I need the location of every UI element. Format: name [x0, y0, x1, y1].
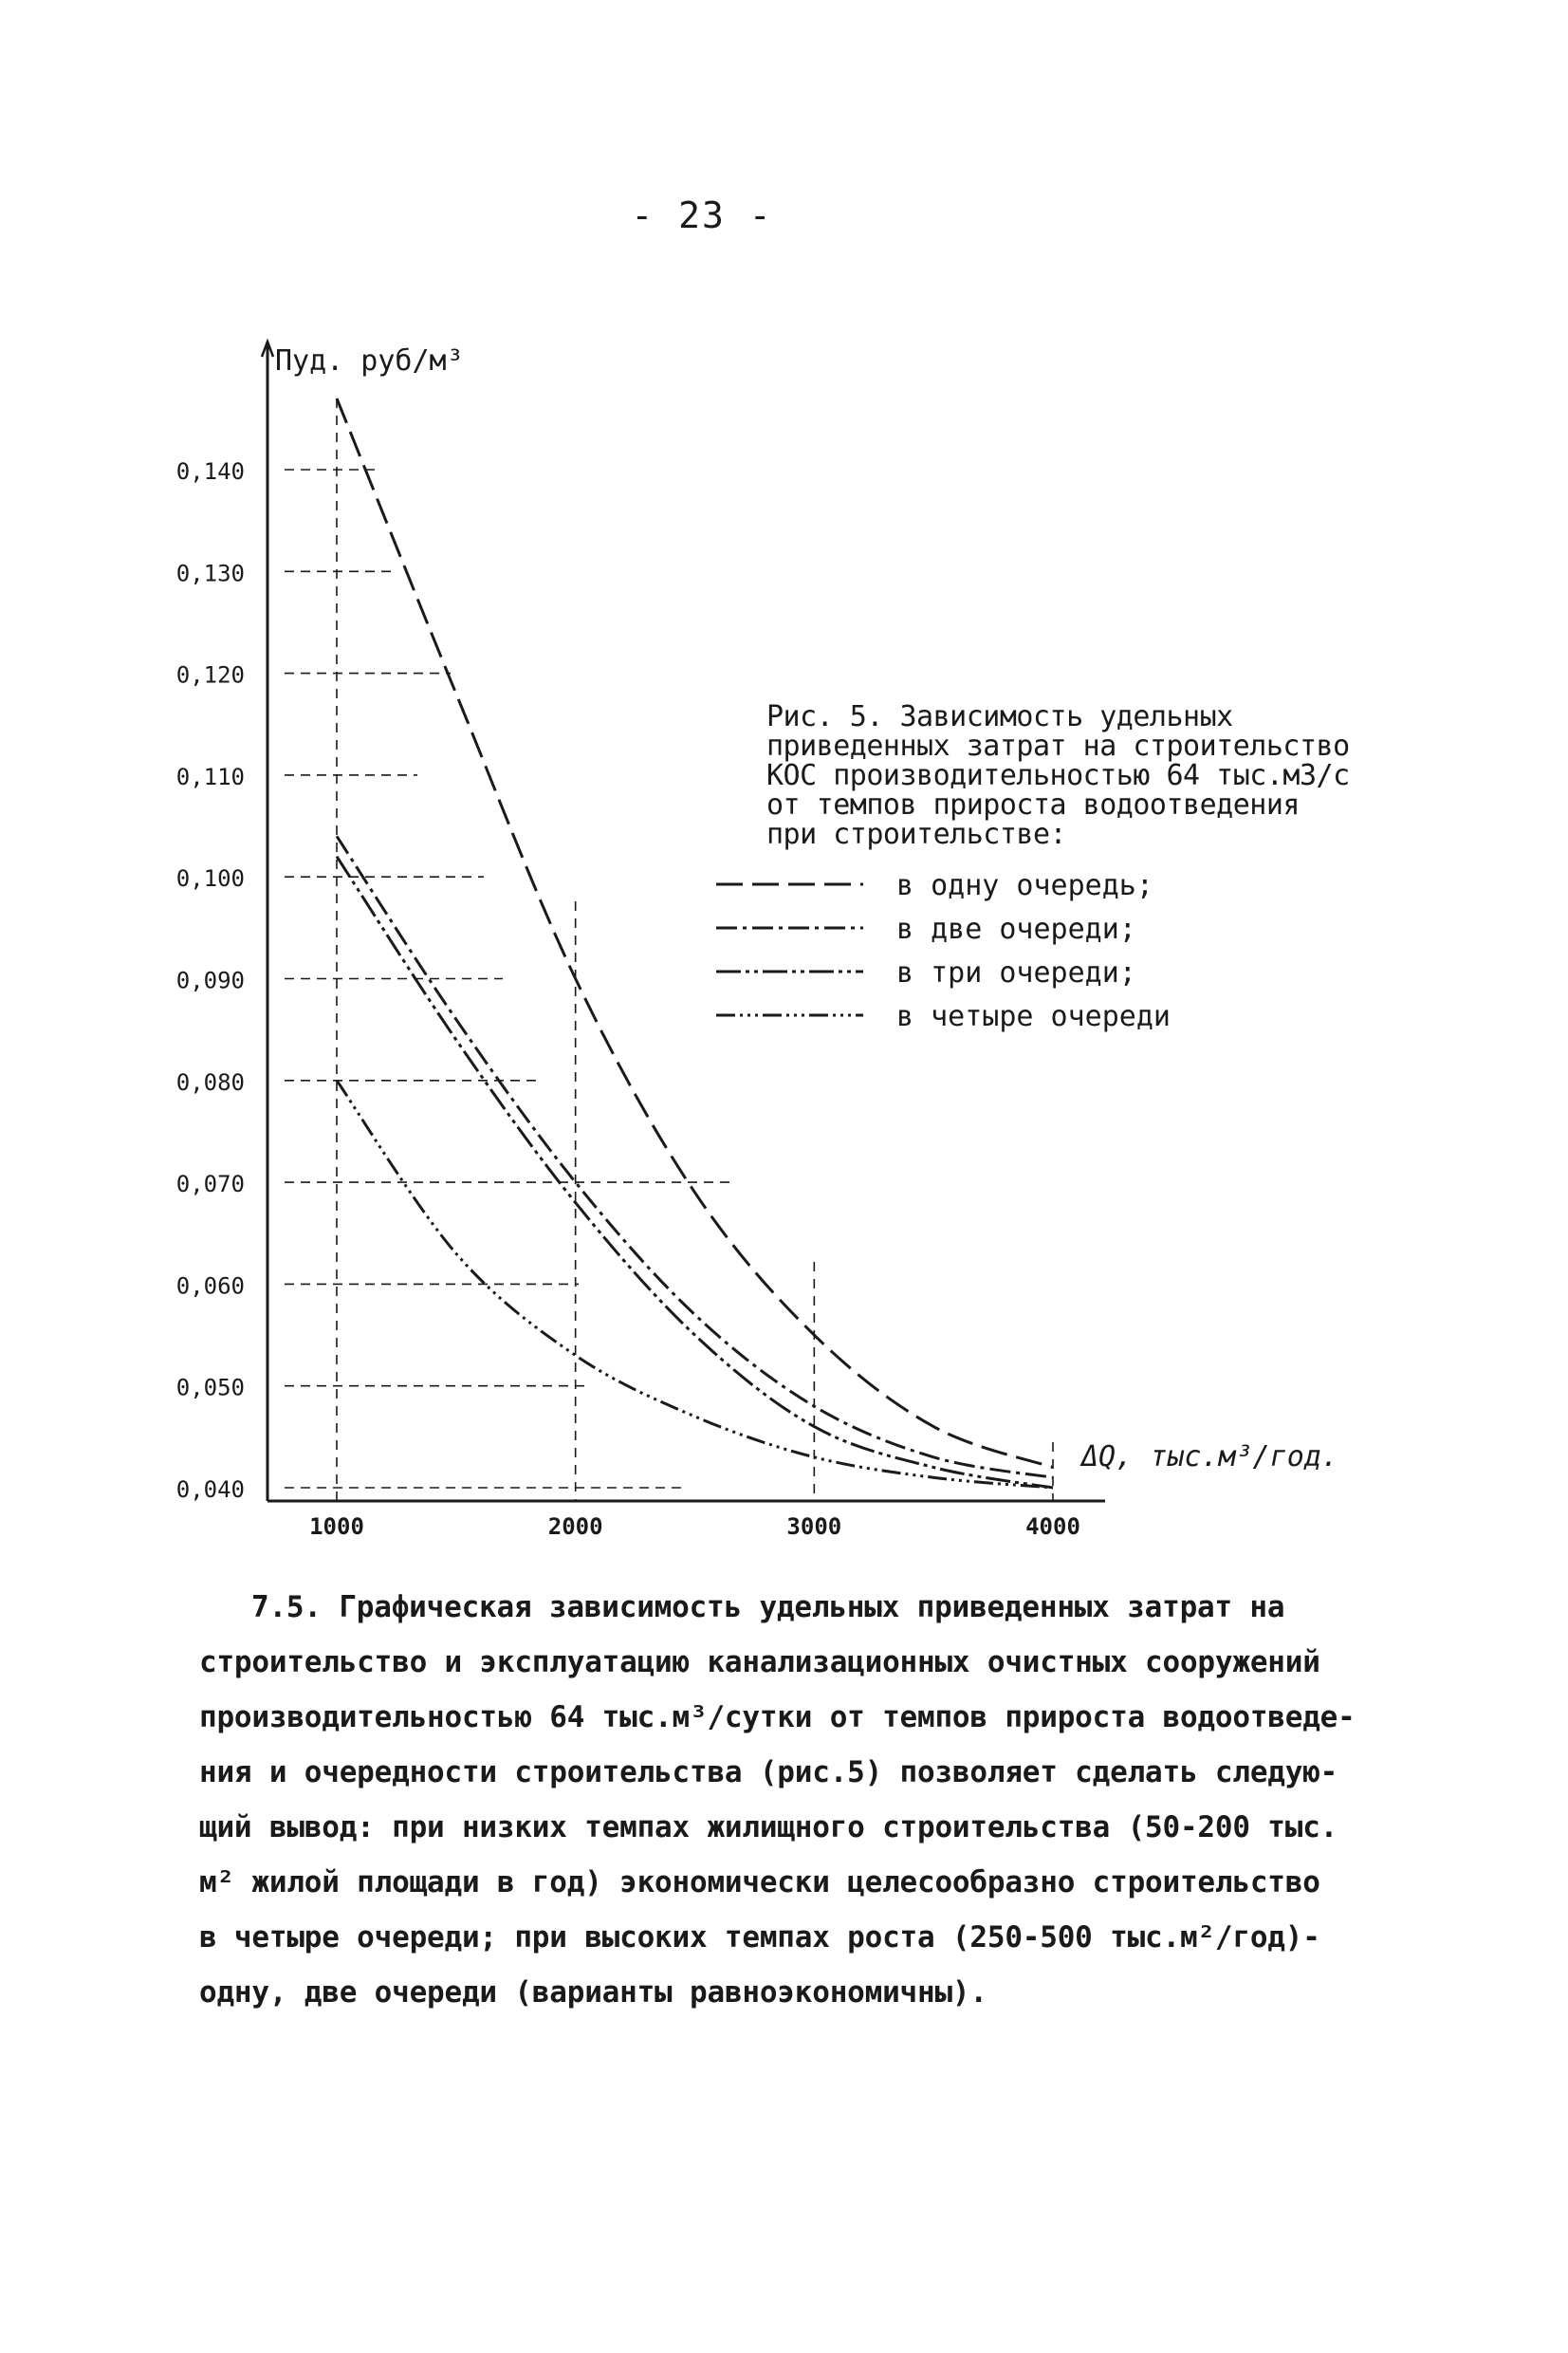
- x-tick-label: 1000: [309, 1513, 364, 1540]
- y-tick-label: 0,070: [175, 1171, 245, 1198]
- paragraph-line: производительностью 64 тыс.м³/сутки от темпов прироста водоотведе-: [199, 1700, 1356, 1734]
- legend-item: [711, 865, 1375, 909]
- y-tick-label: 0,040: [175, 1476, 245, 1503]
- x-tick-label: 2000: [547, 1513, 603, 1540]
- y-tick-label: 0,080: [175, 1068, 245, 1096]
- caption-line: приведенных затрат на строительство: [766, 730, 1350, 763]
- figure-caption: [766, 702, 1411, 849]
- legend: [711, 865, 1375, 1040]
- y-tick-label: 0,130: [175, 560, 245, 587]
- body-paragraph: [199, 1580, 1375, 2020]
- y-tick-label: 0,120: [175, 661, 245, 689]
- y-tick-label: 0,110: [175, 763, 245, 790]
- page-number: - 23 -: [631, 195, 773, 236]
- series-line: [337, 1081, 1053, 1488]
- paragraph-line: в четыре очереди; при высоких темпах роста (250-500 тыс.м²/год)-: [199, 1920, 1320, 1955]
- y-tick-label: 0,140: [175, 458, 245, 485]
- caption-line: при строительстве:: [766, 818, 1067, 851]
- legend-label: в две очереди;: [896, 913, 1136, 946]
- x-axis-label: ΔQ, тыс.м³/год.: [1081, 1440, 1338, 1473]
- legend-item: [711, 996, 1375, 1040]
- y-tick-label: 0,100: [175, 865, 245, 893]
- paragraph-line: м² жилой площади в год) экономически целесообразно строительство: [199, 1865, 1320, 1899]
- legend-label: в четыре очереди: [896, 1000, 1171, 1033]
- caption-line: КОС производительностью 64 тыс.м3/с: [766, 759, 1350, 792]
- paragraph-line: щий вывод: при низких темпах жилищного строительства (50-200 тыс.: [199, 1810, 1338, 1844]
- paragraph-line: 7.5. Графическая зависимость удельных приведенных затрат на: [251, 1590, 1285, 1624]
- legend-item: [711, 909, 1375, 953]
- paragraph-line: ния и очередности строительства (рис.5) позволяет сделать следую-: [199, 1755, 1338, 1789]
- x-tick-label: 3000: [786, 1513, 842, 1540]
- caption-line: Рис. 5. Зависимость удельных: [766, 700, 1233, 733]
- y-tick-label: 0,060: [175, 1272, 245, 1300]
- legend-label: в три очереди;: [896, 956, 1136, 990]
- paragraph-line: одну, две очереди (варианты равноэкономичны).: [199, 1975, 987, 2010]
- legend-item: [711, 953, 1375, 996]
- caption-line: от темпов прироста водоотведения: [766, 788, 1300, 822]
- y-tick-label: 0,090: [175, 967, 245, 994]
- y-tick-label: 0,050: [175, 1374, 245, 1401]
- x-tick-label: 4000: [1025, 1513, 1080, 1540]
- paragraph-line: строительство и эксплуатацию канализационных очистных сооружений: [199, 1645, 1320, 1679]
- y-axis-label: Пуд. руб/м³: [275, 344, 464, 378]
- legend-label: в одну очередь;: [896, 869, 1153, 902]
